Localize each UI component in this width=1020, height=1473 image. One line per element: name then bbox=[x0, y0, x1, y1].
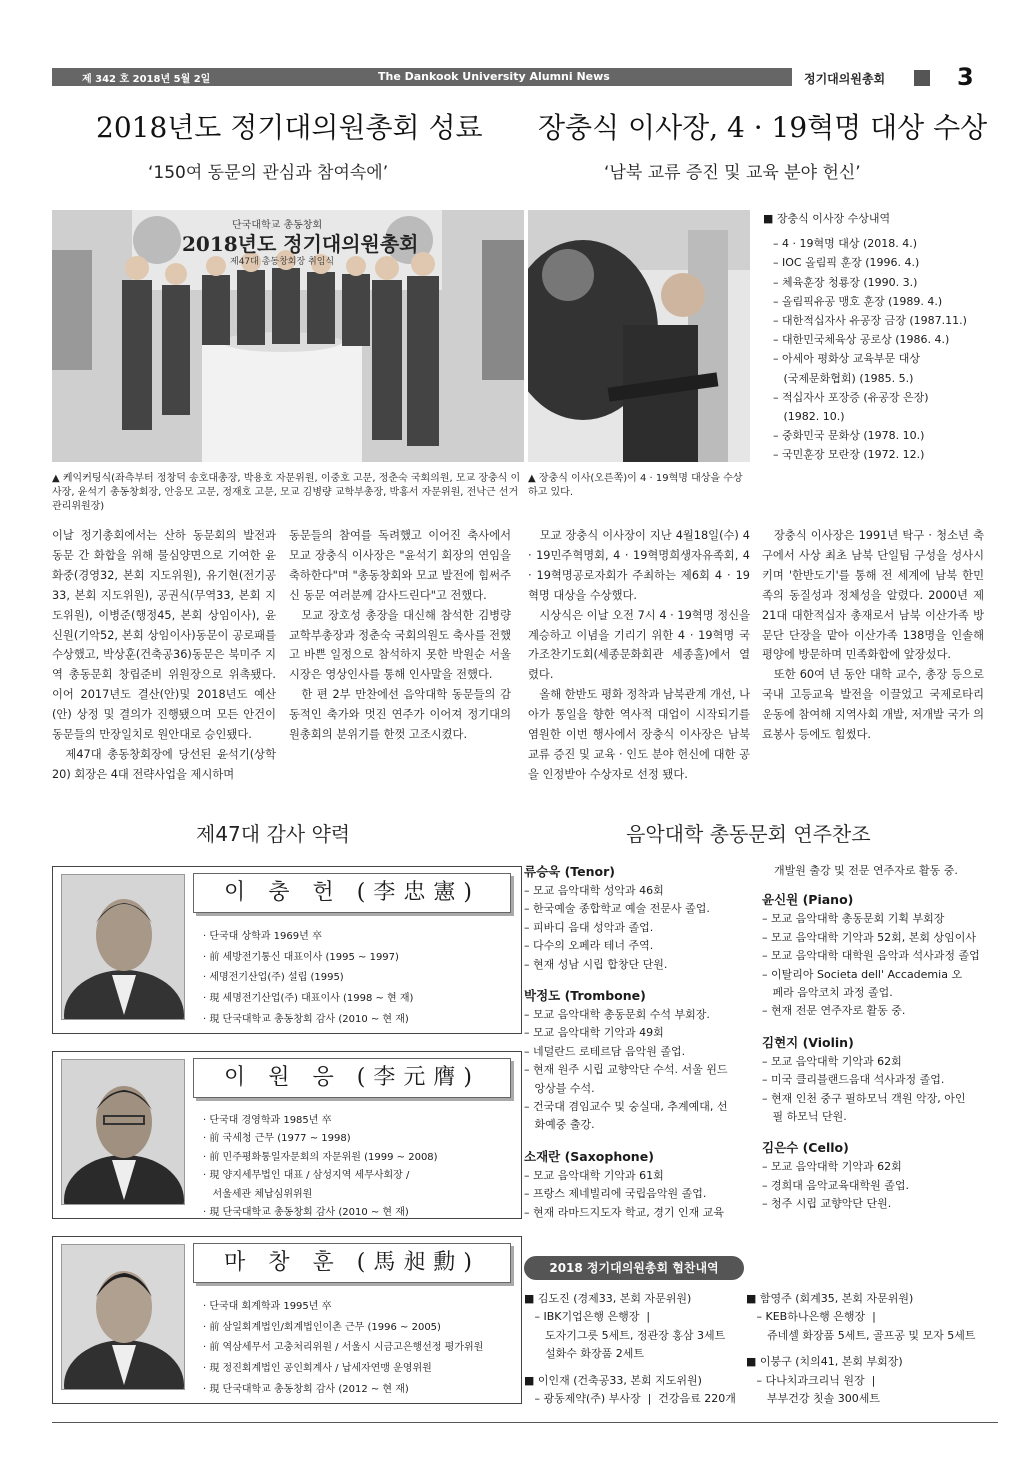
performer-line: – 이탈리아 Societa dell' Accademia 오 bbox=[762, 967, 963, 981]
awards-title: ■ 장충식 이사장 수상내역 bbox=[763, 212, 891, 225]
sponsor-line: 쥬네셀 화장품 5세트, 골프공 및 모자 5세트 bbox=[746, 1328, 976, 1342]
performer-line: – 건국대 겸임교수 및 숭실대, 추계예대, 선 bbox=[524, 1100, 728, 1114]
left-article-col1: 이날 정기총회에서는 산하 동문회의 발전과 동문 간 화합을 위해 물심양면으로 기여한 윤화중(경영32, 본회 지도위원), 유기현(전기공33, 본회 지도위원), 공권식(무역33, 본회 지도위원), 이병준(행정45, 본회 상임이사), 윤신원(기악52, 본회 상임이사)동문이 공로패를 수상했고, 박상훈(건축공36)동문은 북미주 지역 총동문회 창립준비 위원장으로 위촉됐다. 이어 2017년도 결산(안)및 2018년도 예산(안) 상정 및 결의가 진행됐으며 모든 안건이 동문들의 만장일치로 원안대로 승인됐다. 제47대 총동창회장에 당선된 윤석기(상학20) 회장은 4대 전략사업을 제시하며 bbox=[52, 529, 276, 781]
sponsor-line: ■ 이붕구 (치의41, 본회 부회장) bbox=[746, 1355, 903, 1369]
section-marker bbox=[914, 70, 930, 86]
right-photo-caption: ▲ 장충식 이사(오른쪽)이 4 · 19혁명 대상을 수상하고 있다. bbox=[528, 473, 743, 498]
auditors-section-title: 제47대 감사 약력 bbox=[196, 822, 351, 846]
award-item: – 올림픽유공 맹호 훈장 (1989. 4.) bbox=[773, 294, 943, 308]
right-article-title: 장충식 이사장, 4 · 19혁명 대상 수상 bbox=[538, 111, 988, 144]
page-header bbox=[52, 65, 998, 91]
performer-name: 박정도 (Trombone) bbox=[524, 988, 646, 1004]
auditor-name: 이 충 헌 (李忠憲) bbox=[193, 873, 511, 913]
award-item: (1982. 10.) bbox=[773, 410, 845, 424]
performer-line: – 모교 음악대학 총동문회 수석 부회장. bbox=[524, 1008, 710, 1022]
performer-line: – 미국 클리블랜드음대 석사과정 졸업. bbox=[762, 1073, 945, 1087]
sponsor-line: – KEB하나은행 은행장 | bbox=[746, 1310, 876, 1324]
music-column-2 bbox=[762, 862, 992, 1214]
award-item: – 체육훈장 청룡장 (1990. 3.) bbox=[773, 275, 918, 289]
page-number: 3 bbox=[957, 63, 974, 91]
performer-name: 김은수 (Cello) bbox=[762, 1140, 849, 1156]
sponsor-line: – IBK기업은행 은행장 | bbox=[524, 1310, 651, 1324]
performer-line: – 모교 음악대학 기악과 61회 bbox=[524, 1168, 664, 1182]
left-article-col2: 동문들의 참여를 독려했고 이어진 축사에서 모교 장충식 이사장은 "윤석기 회장의 연임을 축하한다"며 "총동창회와 모교 발전에 힘써주신 동문 여러분께 감사드린다"고 전했다. 모교 장호성 총장을 대신해 참석한 김병량 교학부총장과 정춘숙 국회의원도 축사를 전했고 바쁜 일정으로 참석하지 못한 박원순 서울시장은 영상인사를 통해 인사말을 전했다. 한 편 2부 만찬에선 음악대학 동문들의 감동적인 축가와 멋진 연주가 이어져 정기대의원총회의 분위기를 한껏 고조시켰다. bbox=[289, 529, 511, 742]
photo-banner-text: 2018년도 정기대의원총회 bbox=[182, 232, 419, 256]
performer-line: – 모교 음악대학 기악과 62회 bbox=[762, 1160, 902, 1174]
award-item: – IOC 올림픽 훈장 (1996. 4.) bbox=[773, 256, 920, 270]
auditor-career-list bbox=[203, 1297, 483, 1401]
career-item: · 세명전기산업(주) 설립 (1995) bbox=[203, 972, 344, 984]
performer-line: 앙상블 수석. bbox=[524, 1081, 595, 1095]
sponsors-column-1 bbox=[524, 1290, 754, 1408]
sponsor-line: 도자기그릇 5세트, 정관장 홍삼 3세트 bbox=[524, 1328, 726, 1342]
performer-line: – 프랑스 제네빌리에 국립음악원 졸업. bbox=[524, 1187, 707, 1201]
sponsors-title: 2018 정기대의원총회 협찬내역 bbox=[524, 1256, 744, 1280]
career-item: · 단국대 상학과 1969년 卒 bbox=[203, 931, 322, 942]
sponsor-line: ■ 김도진 (경제33, 본회 자문위원) bbox=[524, 1292, 692, 1305]
performer-line: – 현재 원주 시립 교향악단 수석. 서울 윈드 bbox=[524, 1063, 728, 1077]
issue-info: 제 342 호 2018년 5월 2일 bbox=[82, 74, 211, 85]
section-name: 정기대의원총회 bbox=[804, 72, 886, 86]
award-item: – 아세아 평화상 교육부문 대상 bbox=[773, 352, 920, 366]
career-item: · 現 정진회계법인 공인회계사 / 납세자연맹 운영위원 bbox=[203, 1363, 432, 1375]
performer-line: – 경희대 음악교육대학원 졸업. bbox=[762, 1178, 909, 1192]
photo-banner-top: 단국대학교 총동창회 bbox=[232, 220, 323, 231]
performer-line: – 현재 전문 연주자로 활동 중. bbox=[762, 1004, 906, 1018]
music-column-1 bbox=[524, 862, 754, 1222]
cake-cutting-photo bbox=[52, 210, 524, 462]
sponsor-line: ■ 이인재 (건축공33, 본회 지도위원) bbox=[524, 1373, 702, 1387]
right-article-subtitle: ‘남북 교류 증진 및 교육 분야 헌신’ bbox=[604, 163, 861, 183]
performer-line: – 현재 라마드지도자 학교, 경기 인재 교육 bbox=[524, 1205, 724, 1219]
music-section-title: 음악대학 총동문회 연주찬조 bbox=[626, 822, 871, 846]
award-item: – 4 · 19혁명 대상 (2018. 4.) bbox=[773, 237, 918, 251]
right-article-col2: 장충식 이사장은 1991년 탁구 · 청소년 축구에서 사상 최초 남북 단일팀 구성을 성사시키며 '한반도기'를 통해 전 세계에 남북 한민족의 동질성과 정체성을 알렸다. 2000년 제21대 대한적십자 총재로서 남북 이산가족 방문단 단장을 맡아 이산가족 138명을 인솔해 평양에 방문하며 민족화합에 앞장섰다. 또한 60여 년 동안 대학 교수, 총장 등으로 국내 고등교육 발전을 이끌었고 국제로타리 운동에 참여해 지역사회 개발, 저개발 국가 의료봉사 등에도 힘썼다. bbox=[762, 529, 984, 742]
sponsor-line: 설화수 화장품 2세트 bbox=[524, 1347, 644, 1361]
performer-name: 류승욱 (Tenor) bbox=[524, 864, 615, 879]
performer-line: 필 하모닉 단원. bbox=[762, 1110, 847, 1124]
performer-line: – 모교 음악대학 기악과 62회 bbox=[762, 1054, 902, 1068]
performer-line: – 모교 음악대학 대학원 음악과 석사과정 졸업 bbox=[762, 949, 980, 963]
performer-line: – 현재 성남 시립 합창단 단원. bbox=[524, 957, 668, 971]
sponsor-line: – 다나치과크리닉 원장 | bbox=[746, 1373, 876, 1387]
career-item: · 前 삼일회계법인/회계법인이촌 근무 (1996 ~ 2005) bbox=[203, 1321, 441, 1333]
performer-line: – 모교 음악대학 성악과 46회 bbox=[524, 884, 664, 897]
left-photo-caption: ▲ 케익커팅식(좌측부터 정창덕 송호대총장, 박용호 자문위원, 이중호 고문, 정춘숙 국회의원, 모교 장충식 이사장, 윤석기 총동창회장, 안응모 고문, 정재호 고문, 모교 김병량 교학부총장, 박홍서 자문위원, 전낙근 선거관리위원장) bbox=[52, 473, 521, 512]
award-item: – 적십자사 포장증 (유공장 은장) bbox=[773, 390, 929, 404]
career-item: · 단국대 회계학과 1995년 卒 bbox=[203, 1301, 332, 1312]
performer-line: – 모교 음악대학 기악과 52회, 본회 상임이사 bbox=[762, 930, 976, 944]
right-article-col1: 모교 장충식 이사장이 지난 4월18일(수) 4 · 19민주혁명회, 4 · 19혁명희생자유족회, 4 · 19혁명공로자회가 주최하는 제6회 4 · 19혁명 대상을 수상했다. 시상식은 이날 오전 7시 4 · 19혁명 정신을 계승하고 이념을 기리기 위한 4 · 19혁명 국가조찬기도회(세종문화회관 세종홀)에서 열렸다. 올해 한반도 평화 정착과 남북관계 개선, 나아가 통일을 향한 역사적 대업이 시작되기를 염원한 이번 행사에서 장충식 이사장은 남북 교류 증진 및 교육 · 인도 분야 헌신에 대한 공을 인정받아 수상자로 선정 됐다. bbox=[528, 529, 750, 781]
career-item: · 前 세방전기통신 대표이사 (1995 ~ 1997) bbox=[203, 951, 399, 963]
performer-line: 화예중 출강. bbox=[524, 1118, 595, 1132]
career-item: 서울세관 체납심위위원 bbox=[203, 1188, 313, 1200]
performer-line: – 다수의 오페라 테너 주역. bbox=[524, 939, 654, 953]
auditor-card bbox=[52, 866, 522, 1034]
portrait-photo bbox=[61, 1244, 185, 1390]
bottom-rule bbox=[52, 1422, 998, 1423]
sponsor-line: ■ 함영주 (회계35, 본회 자문위원) bbox=[746, 1292, 914, 1305]
award-item: – 국민훈장 모란장 (1972. 12.) bbox=[773, 448, 925, 462]
career-item: · 前 민주평화통일자문회의 자문위원 (1999 ~ 2008) bbox=[203, 1151, 438, 1163]
career-item: · 단국대 경영학과 1985년 卒 bbox=[203, 1115, 332, 1126]
career-item: · 現 세명전기산업(주) 대표이사 (1998 ~ 현 재) bbox=[203, 993, 414, 1005]
performer-line: – 피바디 음대 성악과 졸업. bbox=[524, 920, 654, 934]
auditor-card bbox=[52, 1051, 522, 1219]
sponsor-line: 부부건강 칫솔 300세트 bbox=[746, 1392, 880, 1406]
performer-name: 윤신원 (Piano) bbox=[762, 892, 854, 908]
photo-banner-sub: 제47대 총동창회장 취임식 bbox=[230, 257, 335, 267]
sponsor-line: – 광동제약(주) 부사장 | 건강음료 220개 bbox=[524, 1392, 736, 1406]
auditor-name: 이 원 응 (李元膺) bbox=[193, 1058, 511, 1098]
left-article-subtitle: ‘150여 동문의 관심과 참여속에’ bbox=[148, 163, 389, 183]
performer-name: 소재란 (Saxophone) bbox=[524, 1148, 654, 1164]
performer-line: – 네덜란드 로테르담 음악원 졸업. bbox=[524, 1044, 686, 1058]
career-item: · 現 단국대학교 총동창회 감사 (2010 ~ 현 재) bbox=[203, 1207, 409, 1219]
career-item: · 現 단국대학교 총동창회 감사 (2012 ~ 현 재) bbox=[203, 1383, 409, 1395]
performer-line: – 모교 음악대학 총동문회 기획 부회장 bbox=[762, 912, 945, 926]
awards-list bbox=[763, 209, 967, 465]
left-article-title: 2018년도 정기대의원총회 성료 bbox=[96, 111, 483, 144]
career-item: · 前 국세청 근무 (1977 ~ 1998) bbox=[203, 1133, 351, 1145]
performer-line: 페라 음악코치 과정 졸업. bbox=[762, 986, 893, 1000]
auditor-card bbox=[52, 1236, 522, 1404]
performer-name: 김현지 (Violin) bbox=[762, 1034, 854, 1050]
award-photo bbox=[528, 210, 750, 462]
auditor-name: 마 창 훈 (馬昶勳) bbox=[193, 1243, 511, 1283]
award-item: – 대한적십자사 유공장 금장 (1987.11.) bbox=[773, 314, 967, 328]
performer-line: – 청주 시립 교향악단 단원. bbox=[762, 1197, 892, 1211]
sponsors-column-2 bbox=[746, 1290, 996, 1408]
auditor-career-list bbox=[203, 1112, 438, 1222]
award-item: – 중화민국 문화상 (1978. 10.) bbox=[773, 429, 925, 443]
portrait-photo bbox=[61, 1059, 185, 1205]
portrait-photo bbox=[61, 874, 185, 1020]
performer-line: 개발원 출강 및 전문 연주자로 활동 중. bbox=[774, 864, 958, 877]
career-item: · 現 양지세무법인 대표 / 삼성지역 세무사회장 / bbox=[203, 1170, 410, 1182]
performer-line: – 현재 인천 중구 필하모닉 객원 악장, 아인 bbox=[762, 1091, 966, 1105]
auditor-career-list bbox=[203, 927, 413, 1031]
career-item: · 前 역삼세무서 고충처리위원 / 서울시 시금고은행선정 평가위원 bbox=[203, 1342, 484, 1354]
performer-line: – 모교 음악대학 기악과 49회 bbox=[524, 1026, 664, 1040]
award-item: – 대한민국체육상 공로상 (1986. 4.) bbox=[773, 333, 950, 347]
award-item: (국제문화협회) (1985. 5.) bbox=[773, 371, 914, 385]
award-illustration bbox=[528, 210, 750, 462]
newspaper-name: The Dankook University Alumni News bbox=[378, 70, 610, 83]
career-item: · 現 단국대학교 총동창회 감사 (2010 ~ 현 재) bbox=[203, 1013, 409, 1025]
performer-line: – 한국예술 종합학교 예술 전문사 졸업. bbox=[524, 902, 710, 916]
